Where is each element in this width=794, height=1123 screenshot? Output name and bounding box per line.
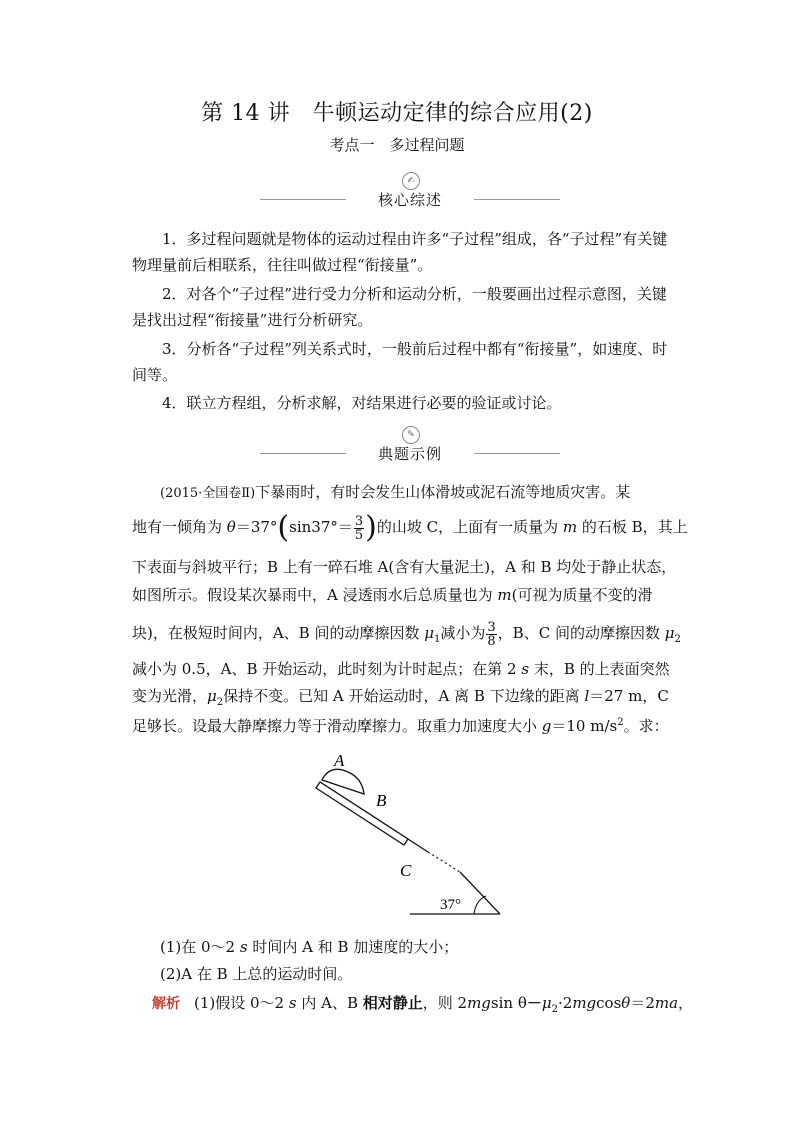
- analysis-tag: 解析: [152, 996, 180, 1012]
- problem-line-1: (2015·全国卷Ⅱ)下暴雨时，有时会发生山体滑坡或泥石流等地质灾害。某: [160, 483, 631, 501]
- label-a: A: [334, 751, 345, 770]
- section-header-core-summary: [260, 172, 560, 216]
- divider: [474, 199, 560, 200]
- pen-icon: ✍: [402, 172, 420, 190]
- problem-line-5: 块)，在极短时间内，A、B 间的动摩擦因数 $\mu_1$减小为 $\frac{3}{8}$ ，B、C 间的动摩擦因数 $\mu_2$: [132, 619, 681, 649]
- problem-line-2: 地有一倾角为 θ＝37°(sin37°＝ $\frac{3}{5}$ )的山坡 C，上面有一质量为 m 的石板 B，其上: [132, 510, 688, 545]
- problem-line-7: 变为光滑，$\mu_2$保持不变。已知 A 开始运动时，A 离 B 下边缘的距离 l＝27 m，C: [132, 687, 669, 708]
- problem-line-6: 减小为 0.5，A、B 开始运动，此时刻为计时起点；在第 2 s 末，B 的上表面突然: [132, 660, 670, 678]
- incline-dashed: [428, 852, 460, 872]
- problem-line-4: 如图所示。假设某次暴雨中，A 浸透雨水后总质量也为 m(可视为质量不变的滑: [132, 586, 653, 604]
- summary-point-1: 1．多过程问题就是物体的运动过程由许多“子过程”组成，各“子过程”有关键物理量前后相联系，往往叫做过程“衔接量”。: [132, 230, 668, 274]
- problem-source: (2015·全国卷Ⅱ): [160, 486, 256, 501]
- section-label: 核心综述: [377, 191, 442, 209]
- angle-arc: [474, 896, 486, 914]
- section-header-example: [260, 426, 560, 470]
- summary-point-2: 2．对各个“子过程”进行受力分析和运动分析，一般要画出过程示意图，关键是找出过程“衔接量”进行分析研究。: [132, 285, 667, 329]
- incline-end: [460, 872, 500, 914]
- angle-label: 37°: [440, 897, 461, 913]
- page-title: 第 14 讲 牛顿运动定律的综合应用(2): [201, 101, 593, 126]
- summary-point-4: 4．联立方程组，分析求解，对结果进行必要的验证或讨论。: [162, 394, 562, 412]
- problem-line-8: 足够长。设最大静摩擦力等于滑动摩擦力。取重力加速度大小 g＝10 $m/s^2$。求：: [132, 717, 669, 735]
- section-subtitle: 考点一 多过程问题: [329, 136, 465, 154]
- analysis-line: 解析 (1)假设 0～2 s 内 A、B 相对静止，则 2mgsin $\theta-\mu_2\cdot 2mgcos\theta=2ma$，: [152, 994, 694, 1015]
- summary-point-3: 3．分析各“子过程”列关系式时，一般前后过程中都有“衔接量”，如速度、时间等。: [132, 340, 668, 384]
- section-label: 典题示例: [377, 445, 442, 463]
- label-c: C: [400, 861, 412, 880]
- fraction-3-5: $\frac{3}{5}$: [354, 513, 364, 543]
- question-2: (2)A 在 B 上总的运动时间。: [160, 965, 353, 983]
- question-1: (1)在 0～2 s 时间内 A 和 B 加速度的大小；: [160, 938, 459, 956]
- incline-diagram: [300, 742, 520, 922]
- fraction-3-8: $\frac{3}{8}$: [487, 619, 496, 649]
- problem-line-3: 下表面与斜坡平行；B 上有一碎石堆 A(含有大量泥土)，A 和 B 均处于静止状态，: [132, 558, 677, 576]
- divider: [474, 453, 560, 454]
- label-b: B: [376, 791, 387, 810]
- pencil-icon: ✎: [402, 426, 420, 444]
